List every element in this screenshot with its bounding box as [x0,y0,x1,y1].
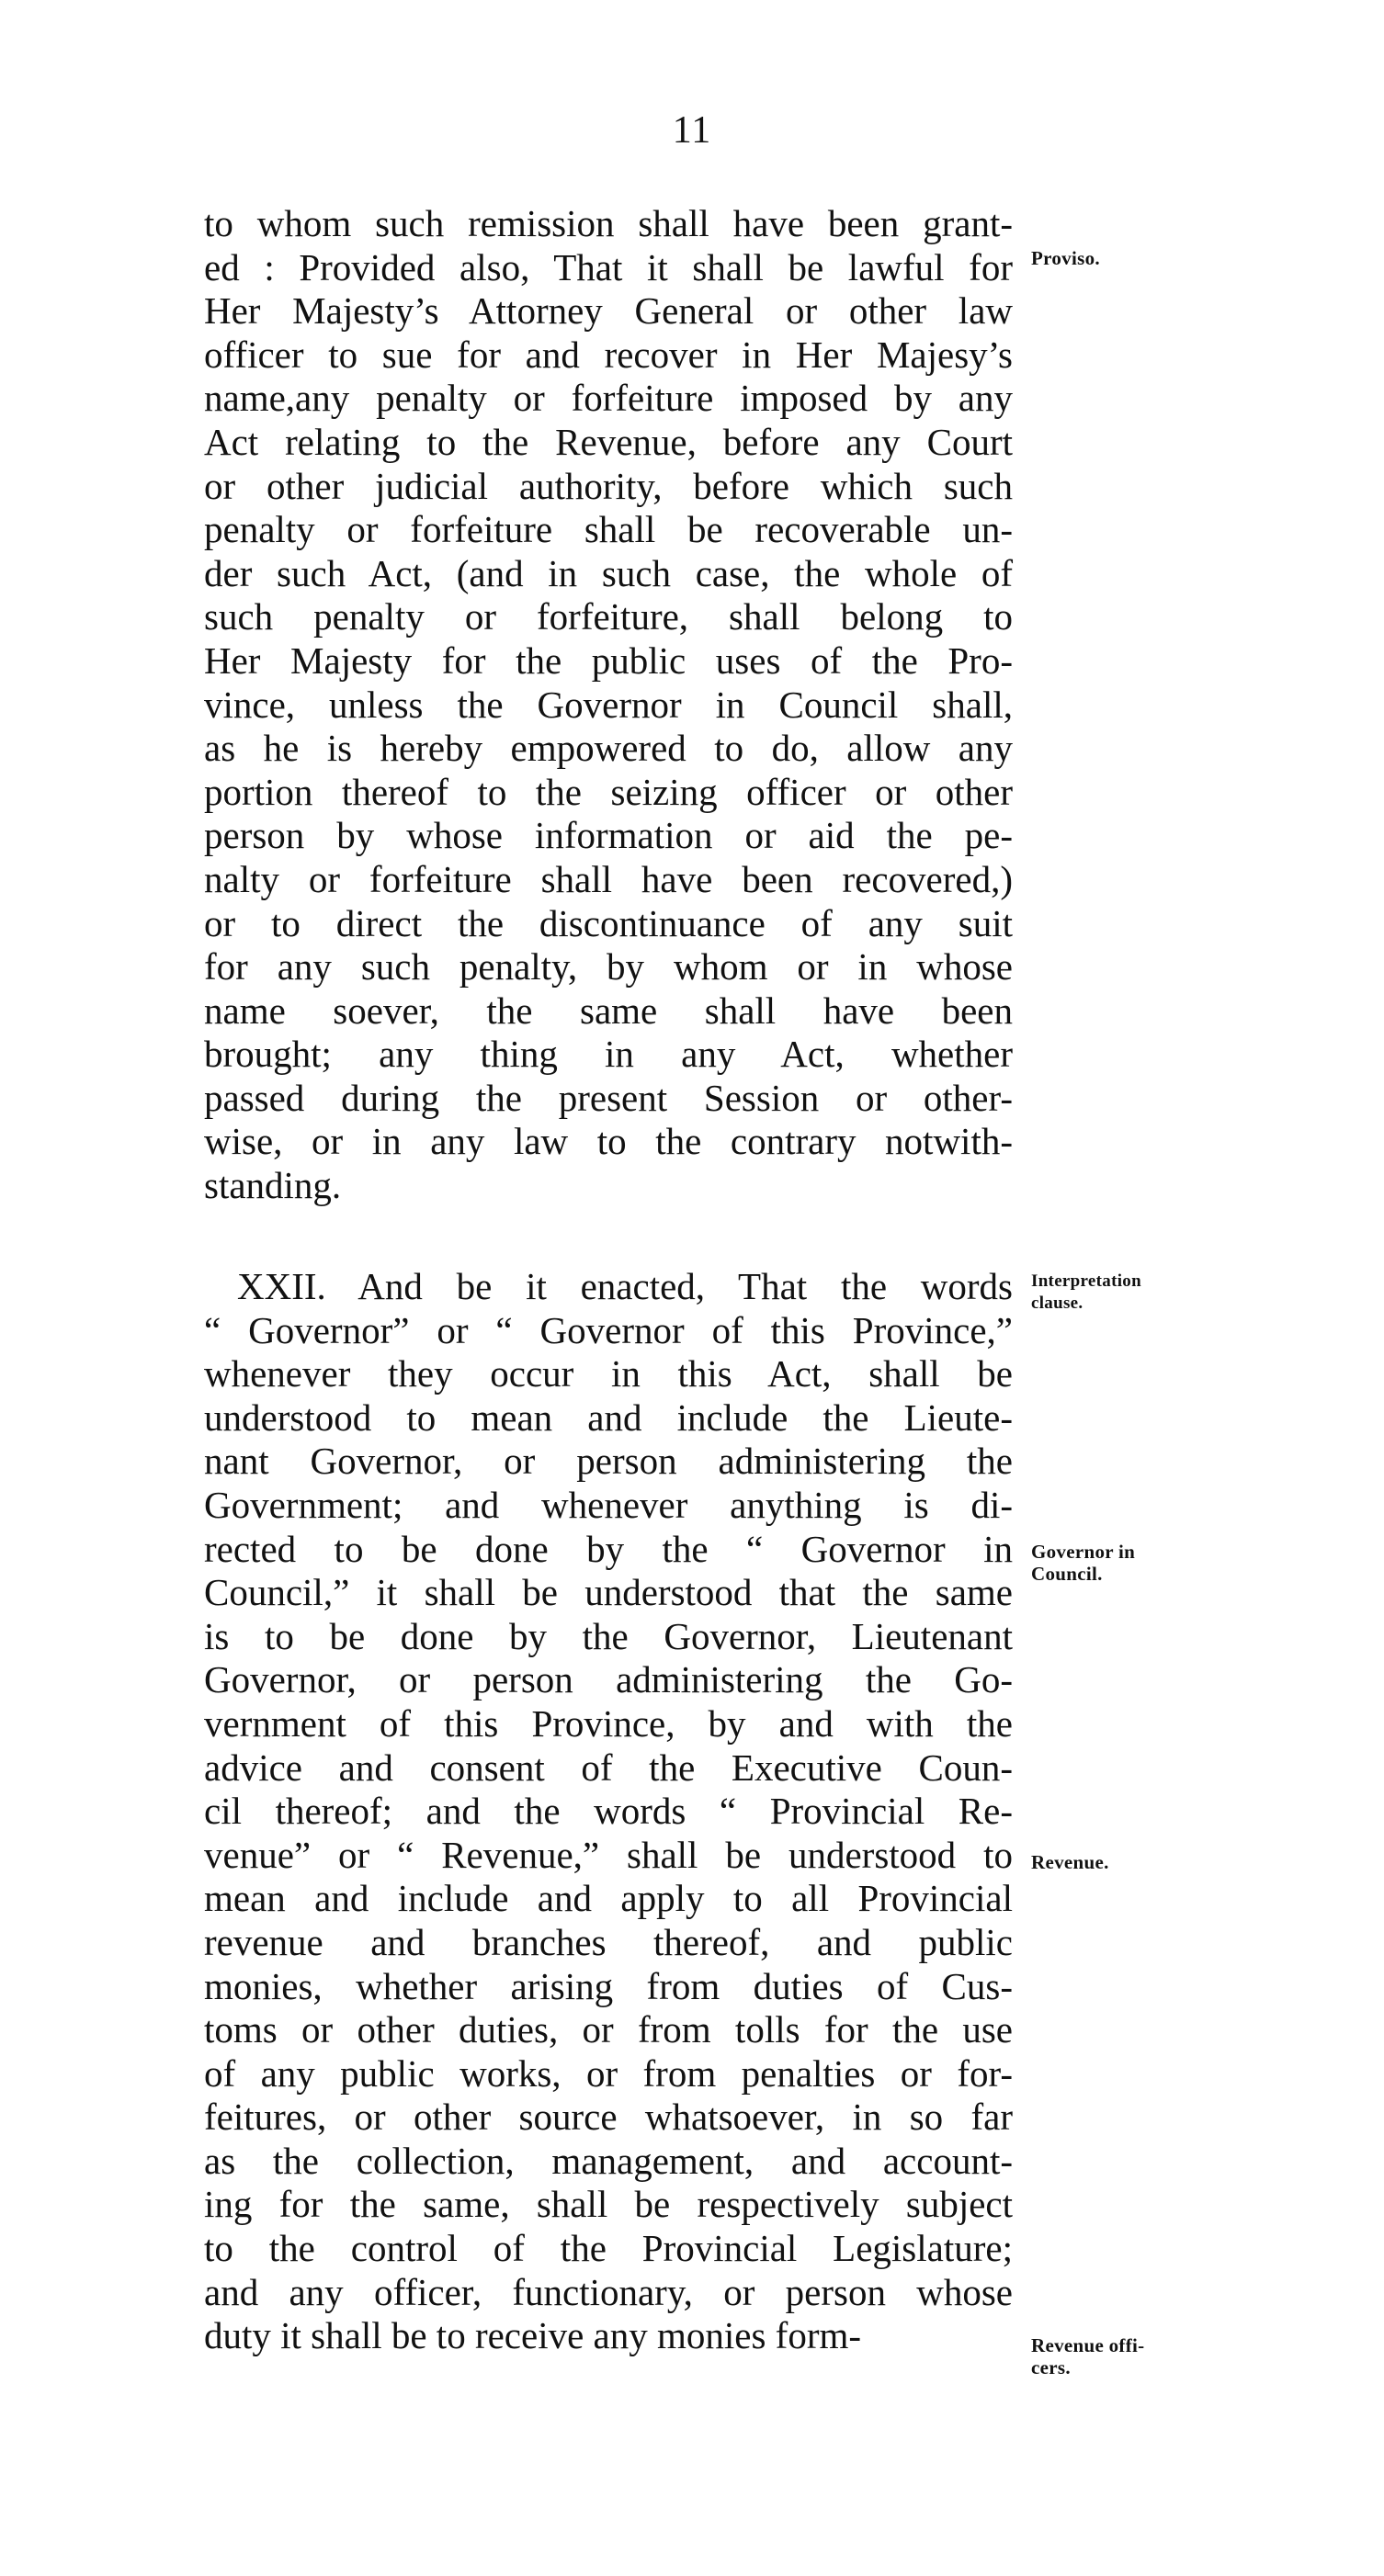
margin-note-line: Revenue. [1031,1851,1109,1873]
text-line: is to be done by the Governor, Lieutenant [204,1614,1013,1657]
text-line: cil thereof; and the words “ Provincial Re- [204,1790,1013,1833]
text-line: to the control of the Provincial Legislature; [204,2227,1013,2270]
text-line: revenue and branches thereof, and public [204,1920,1013,1963]
text-line: Governor, or person administering the Go- [204,1658,1013,1701]
text-line: standing. [204,1164,342,1207]
text-line: as he is hereby empowered to do, allow any [204,727,1013,770]
text-line: vince, unless the Governor in Council shall, [204,683,1013,726]
margin-note-line: Revenue offi- [1031,2334,1145,2356]
margin-note-line: Council. [1031,1563,1103,1585]
text-line: feitures, or other source whatsoever, in so far [204,2096,1013,2139]
margin-note-line: Proviso. [1031,247,1100,269]
text-line: nant Governor, or person administering the [204,1440,1013,1483]
text-line: and any officer, functionary, or person whose [204,2270,1013,2313]
text-line: ed : Provided also, That it shall be lawful for [204,245,1013,288]
margin-note-line: cers. [1031,2356,1071,2378]
text-line: rected to be done by the “ Governor in [204,1527,1013,1570]
text-line: such penalty or forfeiture, shall belong to [204,595,1013,638]
text-line: understood to mean and include the Lieute- [204,1395,1013,1439]
text-line: name,any penalty or forfeiture imposed by any [204,377,1013,420]
margin-note-line: clause. [1031,1294,1083,1313]
text-line: or other judicial authority, before which such [204,464,1013,507]
text-line: toms or other duties, or from tolls for the use [204,2008,1013,2051]
text-line: Her Majesty’s Attorney General or other law [204,289,1013,333]
text-line: duty it shall be to receive any monies form- [204,2314,862,2357]
text-line: officer to sue for and recover in Her Majesy’s [204,333,1013,376]
text-line: monies, whether arising from duties of Cus- [204,1964,1013,2007]
text-line: mean and include and apply to all Provincial [204,1877,1013,1920]
margin-note-line: Interpretation [1031,1271,1141,1291]
text-line: Her Majesty for the public uses of the Pro- [204,638,1013,682]
text-line: or to direct the discontinuance of any suit [204,901,1013,944]
margin-note-interpretation [1031,1270,1252,1316]
text-line: advice and consent of the Executive Coun- [204,1746,1013,1789]
margin-note-proviso [1031,246,1252,270]
page-number: 11 [672,109,712,152]
text-line: as the collection, management, and account- [204,2139,1013,2182]
text-line: vernment of this Province, by and with the [204,1701,1013,1745]
margin-note-governor-in-council [1031,1540,1252,1586]
text-line: penalty or forfeiture shall be recoverable un- [204,508,1013,551]
paragraph-section-xxii [204,1265,1013,2358]
text-line: der such Act, (and in such case, the whole of [204,551,1013,594]
text-line: brought; any thing in any Act, whether [204,1033,1013,1076]
text-line: name soever, the same shall have been [204,989,1013,1032]
text-line: ing for the same, shall be respectively subject [204,2183,1013,2226]
text-line: nalty or forfeiture shall have been recovered,) [204,857,1013,900]
text-line: whenever they occur in this Act, shall be [204,1352,1013,1395]
text-line: Act relating to the Revenue, before any Court [204,420,1013,463]
text-line: Council,” it shall be understood that the same [204,1571,1013,1614]
text-line: of any public works, or from penalties or for- [204,2051,1013,2095]
text-line: XXII. And be it enacted, That the words [237,1265,1013,1307]
text-line: to whom such remission shall have been grant- [204,202,1013,244]
text-line: Government; and whenever anything is di- [204,1483,1013,1526]
margin-note-line: Governor in [1031,1541,1136,1563]
margin-note-revenue-officers [1031,2333,1252,2379]
text-line: for any such penalty, by whom or in whose [204,945,1013,989]
text-line: portion thereof to the seizing officer or other [204,770,1013,813]
text-line: person by whose information or aid the pe- [204,814,1013,857]
paragraph-proviso [204,202,1013,1208]
text-line: passed during the present Session or other- [204,1076,1013,1119]
text-line: wise, or in any law to the contrary notwith- [204,1120,1013,1163]
text-line: “ Governor” or “ Governor of this Province,” [204,1308,1013,1351]
margin-note-revenue [1031,1850,1252,1874]
text-line: venue” or “ Revenue,” shall be understood to [204,1833,1013,1876]
